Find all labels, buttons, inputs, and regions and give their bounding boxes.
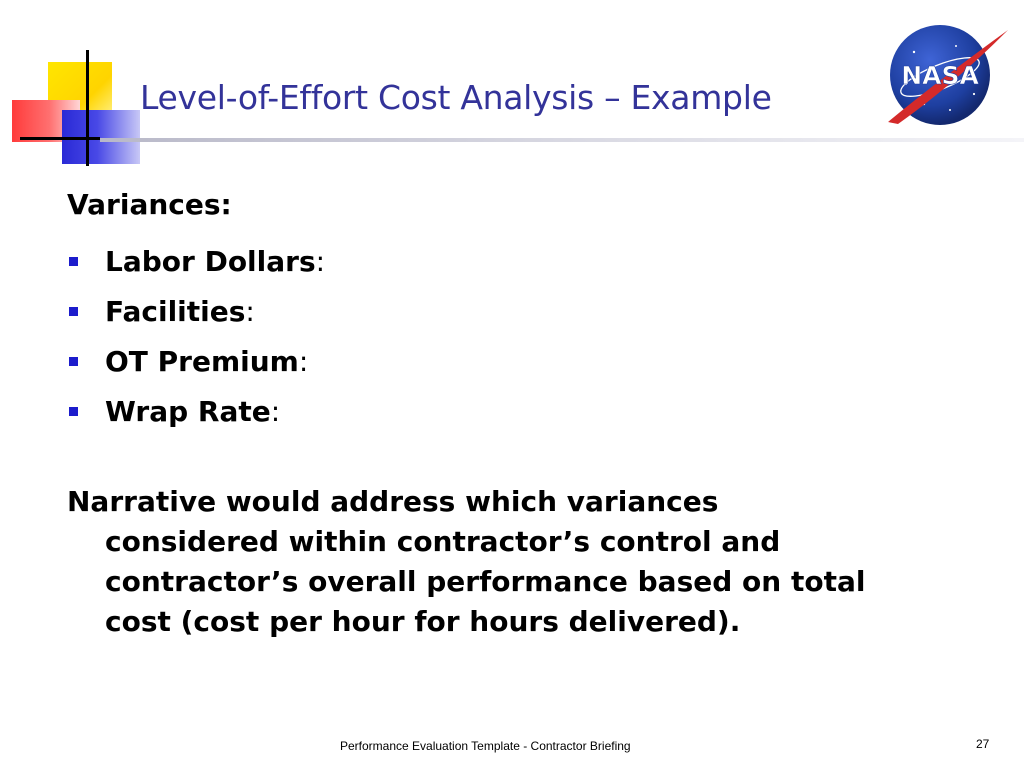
variance-list <box>67 236 325 436</box>
bullet-term: Wrap Rate <box>105 394 271 428</box>
narrative-line: Narrative would address which variances <box>67 485 719 518</box>
narrative-line: considered within contractor’s control and <box>105 525 781 558</box>
list-item <box>67 236 325 286</box>
list-item <box>67 386 325 436</box>
variances-heading: Variances: <box>67 188 232 221</box>
list-item <box>67 336 325 386</box>
narrative-line: contractor’s overall performance based on total <box>105 565 866 598</box>
title-underline <box>100 138 1024 142</box>
decor-horizontal-line <box>20 137 100 140</box>
narrative-line: cost (cost per hour for hours delivered). <box>105 605 741 638</box>
bullet-term: Labor Dollars <box>105 244 316 278</box>
bullet-term: OT Premium <box>105 344 299 378</box>
narrative-paragraph <box>67 482 947 642</box>
square-bullet-icon <box>69 357 78 366</box>
bullet-suffix: : <box>245 294 255 328</box>
page-number: 27 <box>976 737 990 751</box>
bullet-suffix: : <box>298 344 309 378</box>
square-bullet-icon <box>69 257 78 266</box>
bullet-term: Facilities <box>105 294 246 328</box>
slide-title: Level-of-Effort Cost Analysis – Example <box>140 78 772 117</box>
bullet-suffix: : <box>270 394 281 428</box>
list-item <box>67 286 325 336</box>
nasa-logo-icon <box>884 22 1012 128</box>
square-bullet-icon <box>69 407 78 416</box>
decor-vertical-line <box>86 50 89 166</box>
square-bullet-icon <box>69 307 78 316</box>
logo-wordmark: NASA <box>901 61 979 90</box>
bullet-suffix: : <box>315 244 326 278</box>
slide-footer: Performance Evaluation Template - Contractor Briefing <box>340 739 631 753</box>
